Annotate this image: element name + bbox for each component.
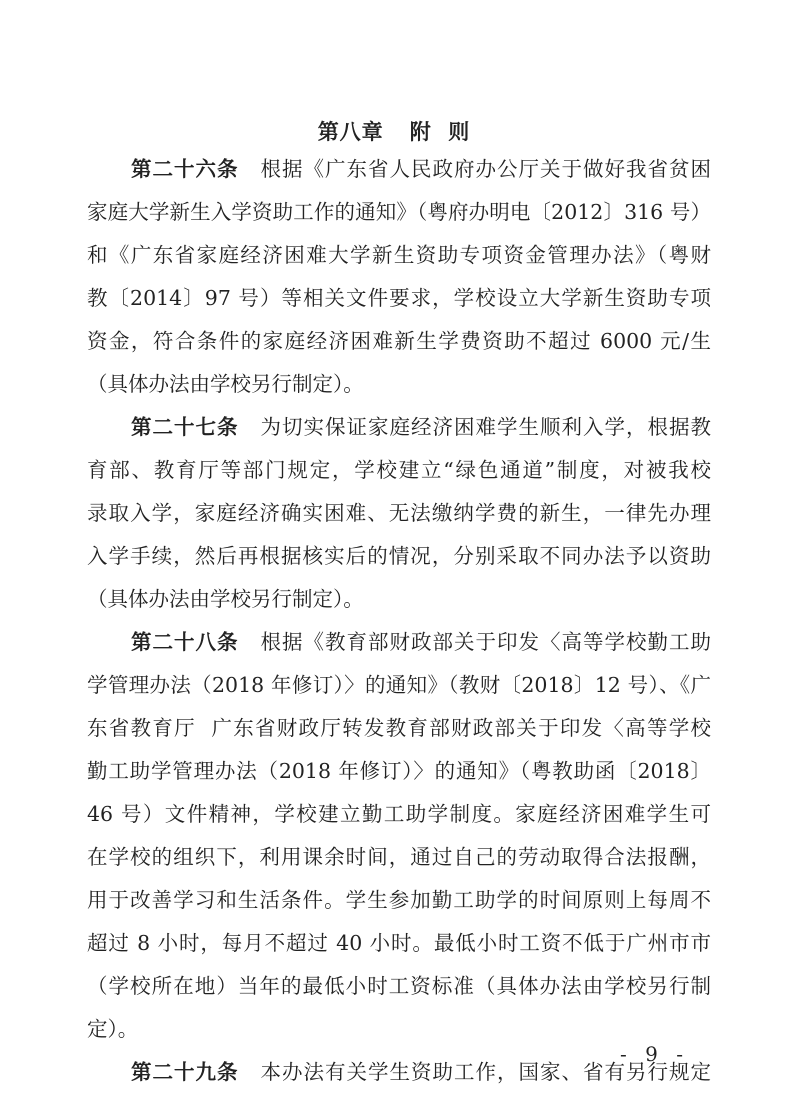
article-26-line-5: 资金，符合条件的家庭经济困难新生学费资助不超过 6000 元/生 [87,329,711,353]
article-26-line-1 [131,154,711,184]
article-28-line-8: 超过 8 小时，每月不超过 40 小时。最低小时工资不低于广州市市 [87,931,711,955]
article-28-line-2: 学管理办法（2018 年修订）〉的通知》（教财〔2018〕12 号）、《广 [87,673,711,697]
article-26-line-2: 家庭大学新生入学资助工作的通知》（粤府办明电〔2012〕316 号） [87,200,711,224]
article-28-heading: 第二十八条 [131,630,239,654]
article-28-line-10: 定）。 [87,1017,139,1041]
article-28-line-3: 东省教育厅 广东省财政厅转发教育部财政部关于印发〈高等学校 [87,716,711,740]
article-29-text-1: 本办法有关学生资助工作，国家、省有另行规定 [260,1060,711,1084]
article-28-text-1: 根据《教育部财政部关于印发〈高等学校勤工助 [260,630,711,654]
article-26-line-4: 教〔2014〕97 号）等相关文件要求，学校设立大学新生资助专项 [87,286,711,310]
article-27-line-5: （具体办法由学校另行制定）。 [87,587,364,611]
article-27-line-2: 育部、教育厅等部门规定，学校建立“绿色通道”制度，对被我校 [87,458,711,482]
article-27-line-3: 录取入学，家庭经济确实困难、无法缴纳学费的新生，一律先办理 [87,501,711,525]
chapter-number: 第八章 [317,119,384,144]
article-28-line-9: （学校所在地）当年的最低小时工资标准（具体办法由学校另行制 [87,974,711,998]
article-26-heading: 第二十六条 [131,157,239,181]
chapter-title [0,116,788,146]
article-28-line-5: 46 号）文件精神，学校建立勤工助学制度。家庭经济困难学生可 [87,802,711,826]
chapter-name: 附 则 [409,119,471,144]
article-27-line-1 [131,412,711,442]
article-26-line-6: （具体办法由学校另行制定）。 [87,372,364,396]
article-29-heading: 第二十九条 [131,1060,239,1084]
article-27-heading: 第二十七条 [131,415,239,439]
article-27-text-1: 为切实保证家庭经济困难学生顺利入学，根据教 [260,415,711,439]
article-27-line-4: 入学手续，然后再根据核实后的情况，分别采取不同办法予以资助 [87,544,711,568]
article-26-text-1: 根据《广东省人民政府办公厅关于做好我省贫困 [260,157,711,181]
article-28-line-6: 在学校的组织下，利用课余时间，通过自己的劳动取得合法报酬， [87,845,711,869]
article-28-line-4: 勤工助学管理办法（2018 年修订）〉的通知》（粤教助函〔2018〕 [87,759,711,783]
article-28-line-7: 用于改善学习和生活条件。学生参加勤工助学的时间原则上每周不 [87,888,711,912]
article-28-line-1 [131,627,711,657]
page-number: - 9 - [620,1042,689,1066]
article-26-line-3: 和《广东省家庭经济困难大学新生资助专项资金管理办法》（粤财 [87,243,711,267]
